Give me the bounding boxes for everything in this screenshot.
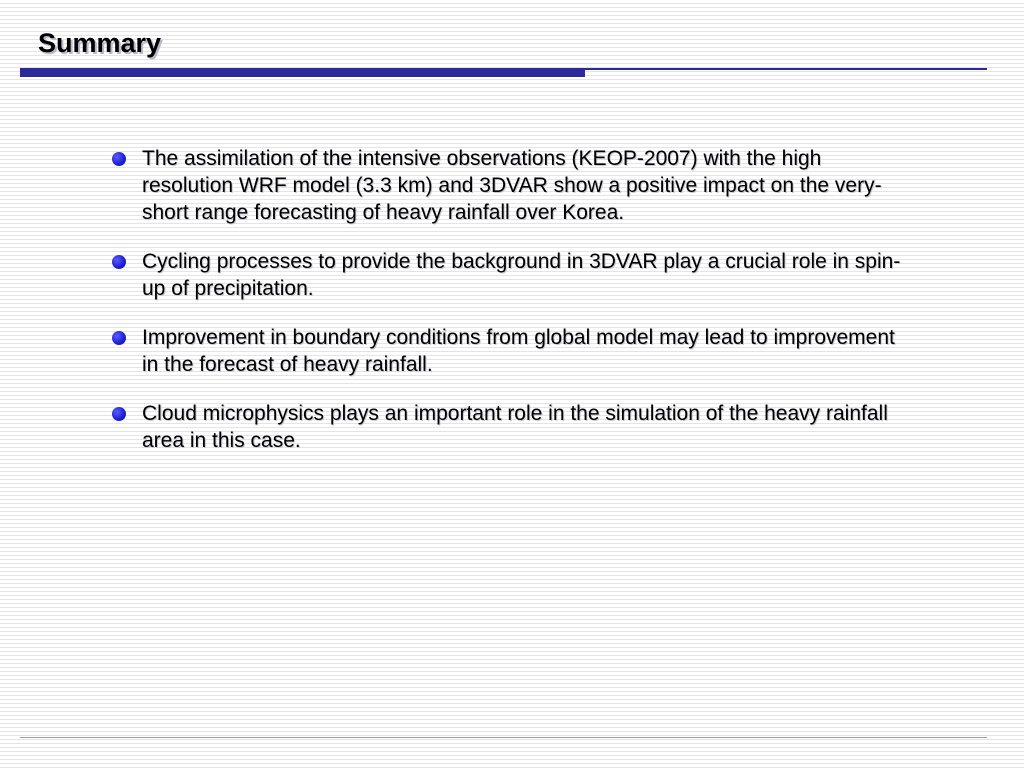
bullet-text: The assimilation of the intensive observations (KEOP-2007) with the high resolution WRF model (3.3 km) and 3DVAR show a positive impact on the very-short range forecasting of heavy rainfall over Korea.	[142, 147, 882, 224]
bullet-dot-icon	[112, 407, 126, 421]
bullet-dot-icon	[112, 255, 126, 269]
slide-title: Summary	[38, 28, 162, 58]
bullet-dot-icon	[112, 152, 126, 166]
summary-bullet-list	[108, 145, 908, 476]
footer-rule	[20, 737, 987, 738]
summary-bullet-4	[108, 400, 908, 454]
title-underline-thin	[585, 68, 987, 70]
bullet-text: Improvement in boundary conditions from global model may lead to improvement in the forecast of heavy rainfall.	[142, 326, 895, 376]
bullet-text: Cloud microphysics plays an important role in the simulation of the heavy rainfall area in this case.	[142, 402, 888, 452]
bullet-dot-icon	[112, 331, 126, 345]
bullet-text: Cycling processes to provide the background in 3DVAR play a crucial role in spin-up of precipitation.	[142, 250, 901, 300]
title-underline-thick	[20, 68, 585, 77]
summary-bullet-1	[108, 145, 908, 226]
title-underline	[20, 68, 987, 77]
summary-bullet-3	[108, 324, 908, 378]
summary-bullet-2	[108, 248, 908, 302]
